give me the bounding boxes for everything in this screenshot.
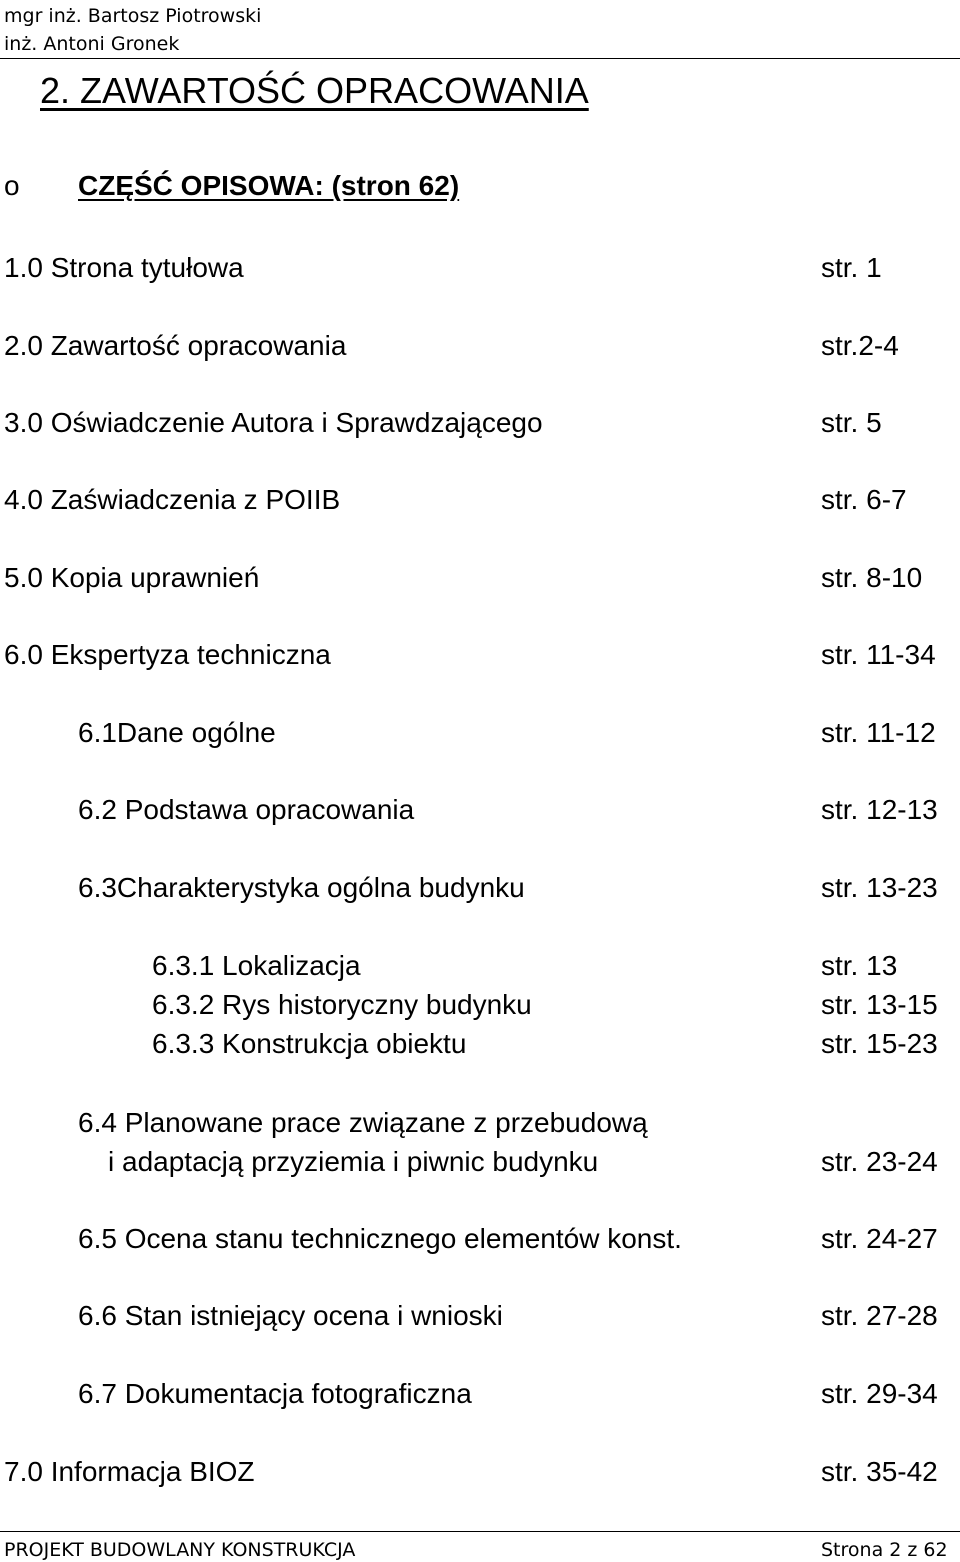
toc-entry-label: 6.6 Stan istniejący ocena i wnioski (78, 1300, 503, 1331)
toc-entry-label: 1.0 Strona tytułowa (4, 252, 244, 283)
toc-entry-label: 6.5 Ocena stanu technicznego elementów konst. (78, 1223, 682, 1254)
toc-entry-page: str.2-4 (821, 330, 899, 361)
toc-entry-page: str. 5 (821, 407, 882, 438)
page-header-authors (4, 2, 261, 58)
toc-entry-label: 5.0 Kopia uprawnień (4, 562, 260, 593)
toc-entry (0, 1142, 960, 1182)
toc-entry (0, 713, 960, 753)
toc-entry (0, 1024, 960, 1064)
toc-entry-page: str. 8-10 (821, 562, 923, 593)
toc-entry (0, 1374, 960, 1414)
toc-entry-label: 4.0 Zaświadczenia z POIIB (4, 484, 341, 515)
toc-entry-label: 2.0 Zawartość opracowania (4, 330, 347, 361)
toc-entry-label: 6.0 Ekspertyza techniczna (4, 639, 331, 670)
footer-rule (0, 1531, 960, 1532)
section-title: 2. ZAWARTOŚĆ OPRACOWANIA (40, 70, 589, 111)
toc-entry-label: 6.1Dane ogólne (78, 717, 276, 748)
toc-entry-page: str. 24-27 (821, 1223, 938, 1254)
toc-entry (0, 635, 960, 675)
toc-entry-label: 6.3.3 Konstrukcja obiektu (152, 1028, 467, 1059)
toc-entry-label: 6.4 Planowane prace związane z przebudową (78, 1107, 648, 1138)
toc-entry (0, 558, 960, 598)
toc-entry-label: 7.0 Informacja BIOZ (4, 1456, 255, 1487)
toc-entry (0, 1296, 960, 1336)
toc-entry-label: 6.7 Dokumentacja fotograficzna (78, 1378, 472, 1409)
toc-entry-label: i adaptacją przyziemia i piwnic budynku (108, 1146, 599, 1177)
toc-entry (0, 480, 960, 520)
toc-entry-label: 6.3.2 Rys historyczny budynku (152, 989, 532, 1020)
toc-entry-label: 6.3Charakterystyka ogólna budynku (78, 872, 525, 903)
toc-entry-page: str. 12-13 (821, 794, 938, 825)
bullet-marker: o (4, 170, 20, 201)
toc-entry (0, 868, 960, 908)
toc-entry-page: str. 15-23 (821, 1028, 938, 1059)
footer-project-name: PROJEKT BUDOWLANY KONSTRUKCJA (4, 1539, 356, 1561)
toc-entry-page: str. 6-7 (821, 484, 907, 515)
footer-page-number: Strona 2 z 62 (821, 1539, 948, 1561)
toc-entry-page: str. 13-23 (821, 872, 938, 903)
toc-entry-page: str. 13 (821, 950, 898, 981)
toc-entry (0, 403, 960, 443)
toc-entry-label: 6.2 Podstawa opracowania (78, 794, 415, 825)
toc-entry (0, 326, 960, 366)
toc-entry-page: str. 35-42 (821, 1456, 938, 1487)
toc-entry-page: str. 11-34 (821, 639, 936, 670)
toc-entry-page: str. 1 (821, 252, 882, 283)
toc-entry (0, 1452, 960, 1492)
toc-entry (0, 790, 960, 830)
toc-entry (0, 248, 960, 288)
toc-entry (0, 1219, 960, 1259)
header-rule (0, 58, 960, 59)
toc-entry-page: str. 29-34 (821, 1378, 938, 1409)
part-title: CZĘŚĆ OPISOWA: (stron 62) (78, 170, 460, 201)
author-name: mgr inż. Bartosz Piotrowski (4, 5, 262, 27)
toc-entry-label: 6.3.1 Lokalizacja (152, 950, 361, 981)
toc-entry-page: str. 13-15 (821, 989, 938, 1020)
toc-entry (0, 985, 960, 1025)
author-name: inż. Antoni Gronek (4, 33, 180, 55)
toc-entry-page: str. 11-12 (821, 717, 936, 748)
toc-entry-page: str. 27-28 (821, 1300, 938, 1331)
toc-entry-label: 3.0 Oświadczenie Autora i Sprawdzającego (4, 407, 543, 438)
toc-entry (0, 1103, 960, 1143)
toc-entry (0, 946, 960, 986)
toc-entry-page: str. 23-24 (821, 1146, 938, 1177)
